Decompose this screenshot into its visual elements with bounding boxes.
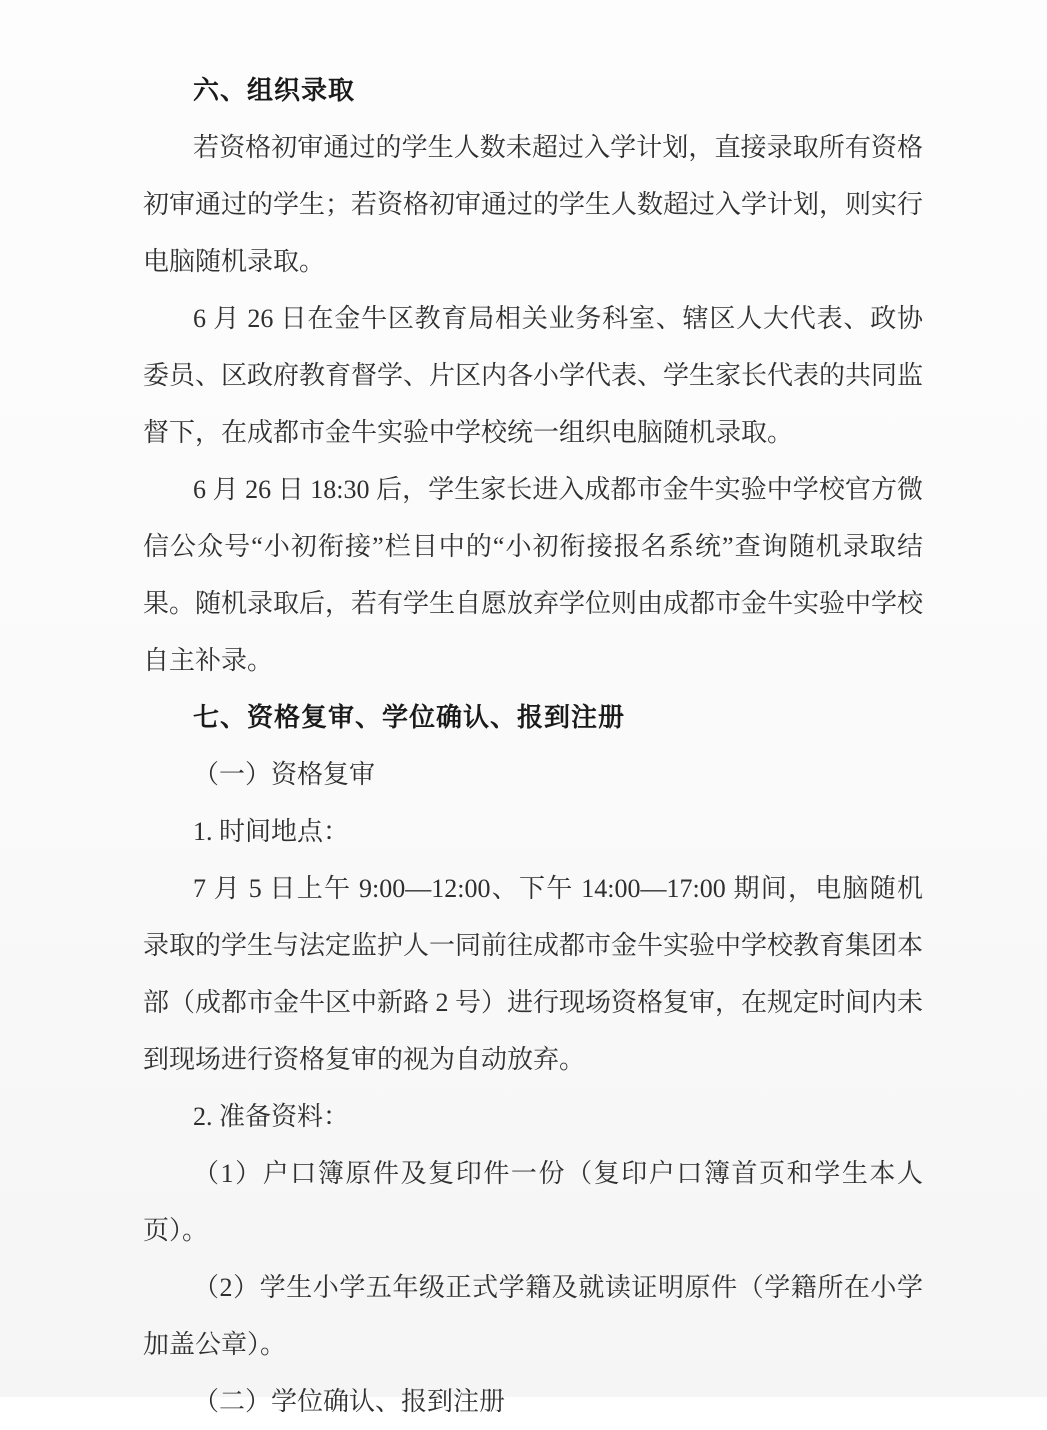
subheading-materials: 2. 准备资料： bbox=[193, 1102, 350, 1131]
list-item-school-record: （2）学生小学五年级正式学籍及就读证明原件（学籍所在小学加盖公章）。 bbox=[143, 1273, 923, 1359]
subheading-seat-confirmation: （二）学位确认、报到注册 bbox=[193, 1387, 506, 1416]
paragraph-result-query: 6 月 26 日 18:30 后，学生家长进入成都市金牛实验中学校官方微信公众号“小初衔接”栏目中的“小初衔接报名系统”查询随机录取结果。随机录取后，若有学生自愿放弃学位则由成都市金牛实验中学校自主补录。 bbox=[143, 475, 924, 675]
paragraph-lottery-supervision: 6 月 26 日在金牛区教育局相关业务科室、辖区人大代表、政协委员、区政府教育督学、片区内各小学代表、学生家长代表的共同监督下，在成都市金牛实验中学校统一组织电脑随机录取。 bbox=[143, 304, 924, 447]
section-heading-seven: 七、资格复审、学位确认、报到注册 bbox=[193, 702, 626, 732]
subheading-time-place: 1. 时间地点： bbox=[193, 817, 350, 846]
list-item-hukou-booklet: （1）户口簿原件及复印件一份（复印户口簿首页和学生本人页）。 bbox=[143, 1159, 923, 1245]
paragraph-review-details: 7 月 5 日上午 9:00—12:00、下午 14:00—17:00 期间，电脑随机录取的学生与法定监护人一同前往成都市金牛实验中学校教育集团本部（成都市金牛区中新路 2 号）进行现场资格复审，在规定时间内未到现场进行资格复审的视为自动放弃。 bbox=[143, 874, 924, 1074]
subheading-qualification-review: （一）资格复审 bbox=[193, 760, 376, 789]
paragraph-admission-rule: 若资格初审通过的学生人数未超过入学计划，直接录取所有资格初审通过的学生；若资格初审通过的学生人数超过入学计划，则实行电脑随机录取。 bbox=[143, 133, 924, 276]
section-heading-six: 六、组织录取 bbox=[193, 75, 356, 105]
document-body bbox=[143, 62, 923, 1430]
